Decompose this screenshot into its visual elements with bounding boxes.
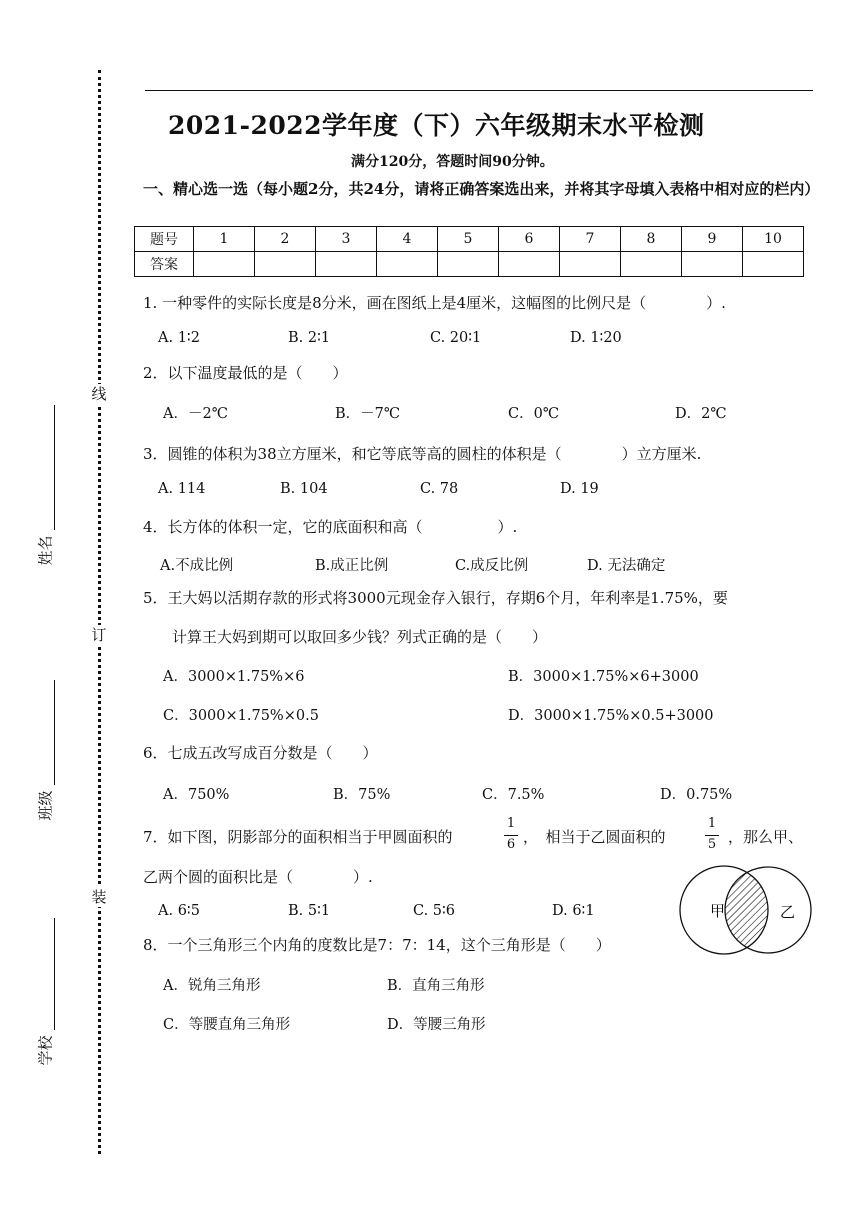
question-8-stem: 8．一个三角形三个内角的度数比是7：7：14，这个三角形是（ ） [143,936,611,954]
name-fill-line[interactable] [54,405,55,530]
question-4-option-d: D. 无法确定 [587,558,666,574]
table-header-answer: 答案 [135,252,194,277]
question-7-option-d: D. 6∶1 [552,903,595,919]
question-5-stem: 5．王大妈以活期存款的形式将3000元现金存入银行，存期6个月，年利率是1.75%，要 [143,589,728,607]
question-7-stem-part2: ， 相当于乙圆面积的 [523,828,666,846]
question-7-option-c: C. 5∶6 [413,903,456,919]
table-header-number: 题号 [135,227,194,252]
section-heading: 一、精心选一选（每小题2分，共24分，请将正确答案选出来，并将其字母填入表格中相对应的栏内） [143,180,820,198]
table-row [135,227,804,252]
question-2-option-d: D．2℃ [675,406,727,422]
question-6-option-a: A．750% [163,787,230,803]
answer-cell[interactable] [743,252,804,277]
question-7-stem-line2: 乙两个圆的面积比是（ ）. [143,868,373,886]
question-5-option-c: C．3000×1.75%×0.5 [163,708,319,724]
answer-cell[interactable] [438,252,499,277]
answer-cell[interactable] [255,252,316,277]
page-title: 2021-2022学年度（下）六年级期末水平检测 [168,111,705,140]
question-3-option-d: D. 19 [560,481,599,497]
question-2-option-c: C．0℃ [508,406,560,422]
page-subtitle: 满分120分，答题时间90分钟。 [351,154,554,170]
question-6-option-b: B．75% [333,787,391,803]
venn-diagram [676,858,816,960]
name-label: 姓名 [36,535,55,566]
question-7-fraction-2 [704,815,720,854]
binding-ding-char: 订 [91,626,107,644]
circle-jia-label: 甲 [710,902,726,920]
question-7-stem: 7．如下图，阴影部分的面积相当于甲圆面积的 [143,828,453,846]
question-8-option-b: B．直角三角形 [387,978,485,994]
table-cell-number: 2 [255,227,316,252]
binding-dotted-line [98,70,101,1154]
question-3-stem: 3．圆锥的体积为38立方厘米，和它等底等高的圆柱的体积是（ ）立方厘米. [143,445,702,463]
class-fill-line[interactable] [54,680,55,785]
answer-cell[interactable] [682,252,743,277]
question-5-option-b: B．3000×1.75%×6+3000 [508,669,699,685]
question-3-option-a: A. 114 [158,481,206,497]
table-cell-number: 10 [743,227,804,252]
answer-cell[interactable] [194,252,255,277]
question-1-option-b: B. 2∶1 [288,330,331,346]
table-cell-number: 4 [377,227,438,252]
question-8-option-d: D．等腰三角形 [387,1017,486,1033]
table-cell-number: 3 [316,227,377,252]
header-rule [145,90,813,91]
binding-line-char: 线 [91,385,107,403]
table-cell-number: 8 [621,227,682,252]
question-4-option-c: C.成反比例 [455,558,529,574]
question-7-fraction-1 [503,815,519,854]
question-5-option-a: A．3000×1.75%×6 [163,669,305,685]
school-label: 学校 [36,1035,55,1066]
question-5-stem-line2: 计算王大妈到期可以取回多少钱？列式正确的是（ ） [172,628,548,646]
question-4-option-a: A.不成比例 [160,558,234,574]
question-7-option-b: B. 5∶1 [288,903,331,919]
answer-cell[interactable] [316,252,377,277]
table-row [135,252,804,277]
question-8-option-c: C．等腰直角三角形 [163,1017,291,1033]
answer-cell[interactable] [560,252,621,277]
question-6-option-d: D．0.75% [660,787,733,803]
binding-zhuang-char: 装 [91,888,107,906]
table-cell-number: 5 [438,227,499,252]
question-4-stem: 4．长方体的体积一定，它的底面积和高（ ）. [143,518,518,536]
fraction-denominator: 6 [506,837,516,852]
answer-cell[interactable] [377,252,438,277]
table-cell-number: 7 [560,227,621,252]
table-cell-number: 9 [682,227,743,252]
answer-table [134,226,804,277]
answer-cell[interactable] [499,252,560,277]
class-label: 班级 [36,790,55,821]
fraction-denominator: 5 [707,837,717,852]
question-1-option-a: A. 1∶2 [158,330,200,346]
question-3-option-b: B. 104 [280,481,328,497]
question-8-option-a: A．锐角三角形 [163,978,261,994]
school-fill-line[interactable] [54,918,55,1030]
answer-cell[interactable] [621,252,682,277]
question-2-option-b: B．－7℃ [335,406,401,422]
fraction-numerator: 1 [506,816,516,831]
question-6-option-c: C．7.5% [482,787,545,803]
question-6-stem: 6．七成五改写成百分数是（ ） [143,744,378,762]
question-2-option-a: A．－2℃ [163,406,228,422]
table-cell-number: 6 [499,227,560,252]
question-1-option-d: D. 1∶20 [570,330,622,346]
question-7-stem-part3: ，那么甲、 [728,828,804,846]
question-4-option-b: B.成正比例 [315,558,389,574]
question-1-option-c: C. 20∶1 [430,330,482,346]
question-1-stem: 1. 一种零件的实际长度是8分米，画在图纸上是4厘米，这幅图的比例尺是（ ）. [143,294,726,312]
fraction-numerator: 1 [707,816,717,831]
question-5-option-d: D．3000×1.75%×0.5+3000 [508,708,714,724]
circle-yi-label: 乙 [780,903,796,921]
table-cell-number: 1 [194,227,255,252]
question-2-stem: 2．以下温度最低的是（ ） [143,364,348,382]
question-3-option-c: C. 78 [420,481,459,497]
question-7-option-a: A. 6∶5 [158,903,200,919]
